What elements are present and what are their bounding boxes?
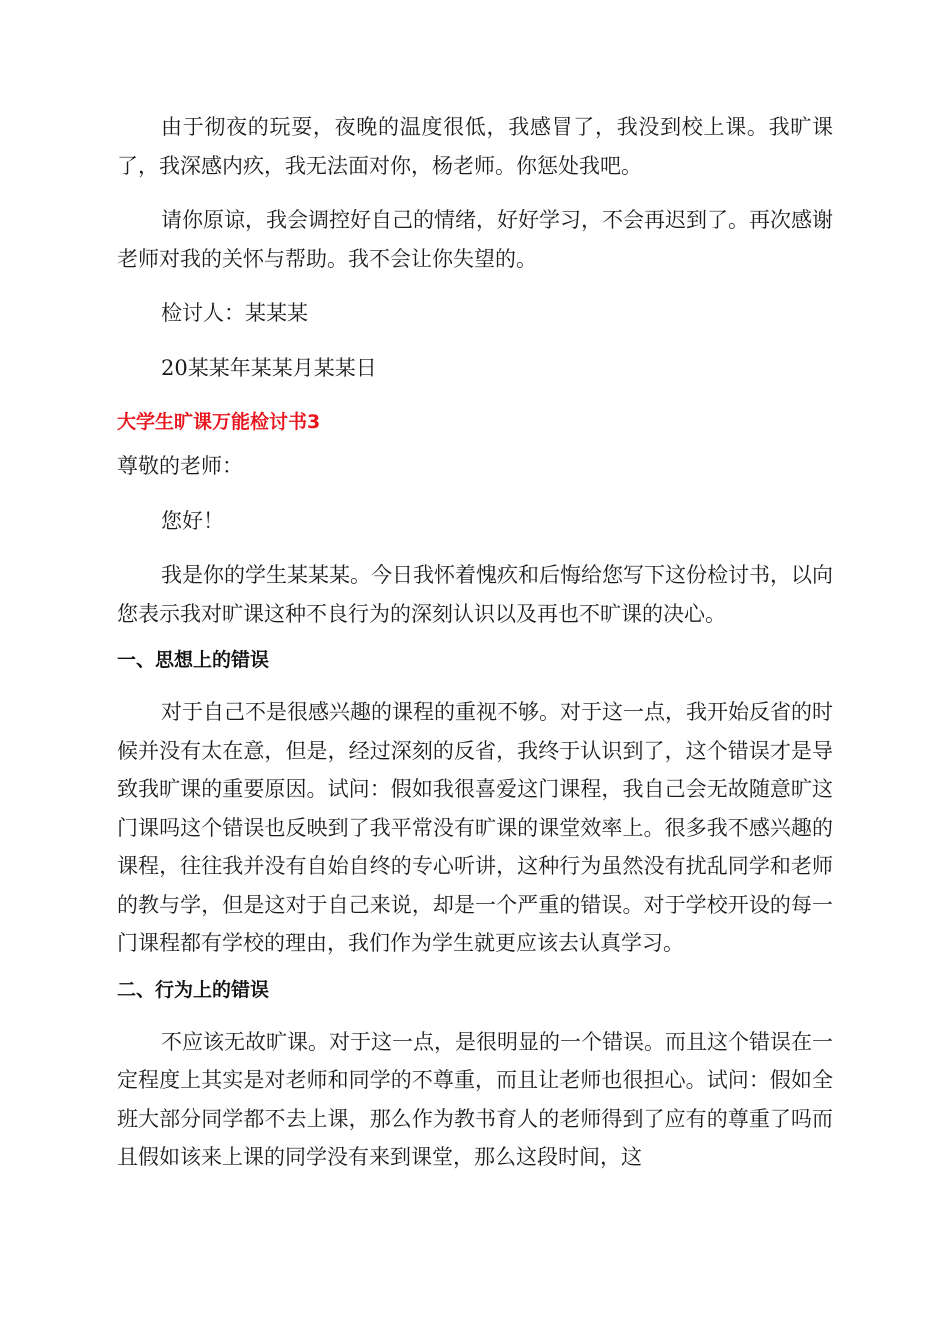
paragraph-apology: 由于彻夜的玩耍，夜晚的温度很低，我感冒了，我没到校上课。我旷课了，我深感内疚，我无法面对你，杨老师。你惩处我吧。	[117, 115, 833, 178]
behavior-error-paragraph: 不应该无故旷课。对于这一点，是很明显的一个错误。而且这个错误在一定程度上其实是对老师和同学的不尊重，而且让老师也很担心。试问：假如全班大部分同学都不去上课，那么作为教书育人的老师得到了应有的尊重了吗而且假如该来上课的同学没有来到课堂，那么这段时间，这	[117, 1029, 833, 1169]
paragraph-promise: 请你原谅，我会调控好自己的情绪，好好学习，不会再迟到了。再次感谢老师对我的关怀与帮助。我不会让你失望的。	[117, 208, 833, 271]
greeting: 您好！	[161, 508, 224, 533]
section-title: 大学生旷课万能检讨书3	[117, 411, 321, 433]
thought-error-paragraph: 对于自己不是很感兴趣的课程的重视不够。对于这一点，我开始反省的时候并没有太在意，但是，经过深刻的反省，我终于认识到了，这个错误才是导致我旷课的重要原因。试问：假如我很喜爱这门课程，我自己会无故随意旷这门课吗这个错误也反映到了我平常没有旷课的课堂效率上。很多我不感兴趣的课程，往往我并没有自始自终的专心听讲，这种行为虽然没有扰乱同学和老师的教与学，但是这对于自己来说，却是一个严重的错误。对于学校开设的每一门课程都有学校的理由，我们作为学生就更应该去认真学习。	[117, 700, 833, 955]
heading-behavior-error: 二、行为上的错误	[117, 978, 270, 1001]
document-page	[117, 108, 833, 1177]
heading-thought-error: 一、思想上的错误	[117, 649, 270, 671]
signer-line: 检讨人：某某某	[161, 301, 308, 325]
intro-paragraph: 我是你的学生某某某。今日我怀着愧疚和后悔给您写下这份检讨书，以向您表示我对旷课这种不良行为的深刻认识以及再也不旷课的决心。	[117, 563, 833, 626]
date-line: 20某某年某某月某某日	[161, 355, 377, 380]
salutation: 尊敬的老师：	[117, 454, 243, 478]
